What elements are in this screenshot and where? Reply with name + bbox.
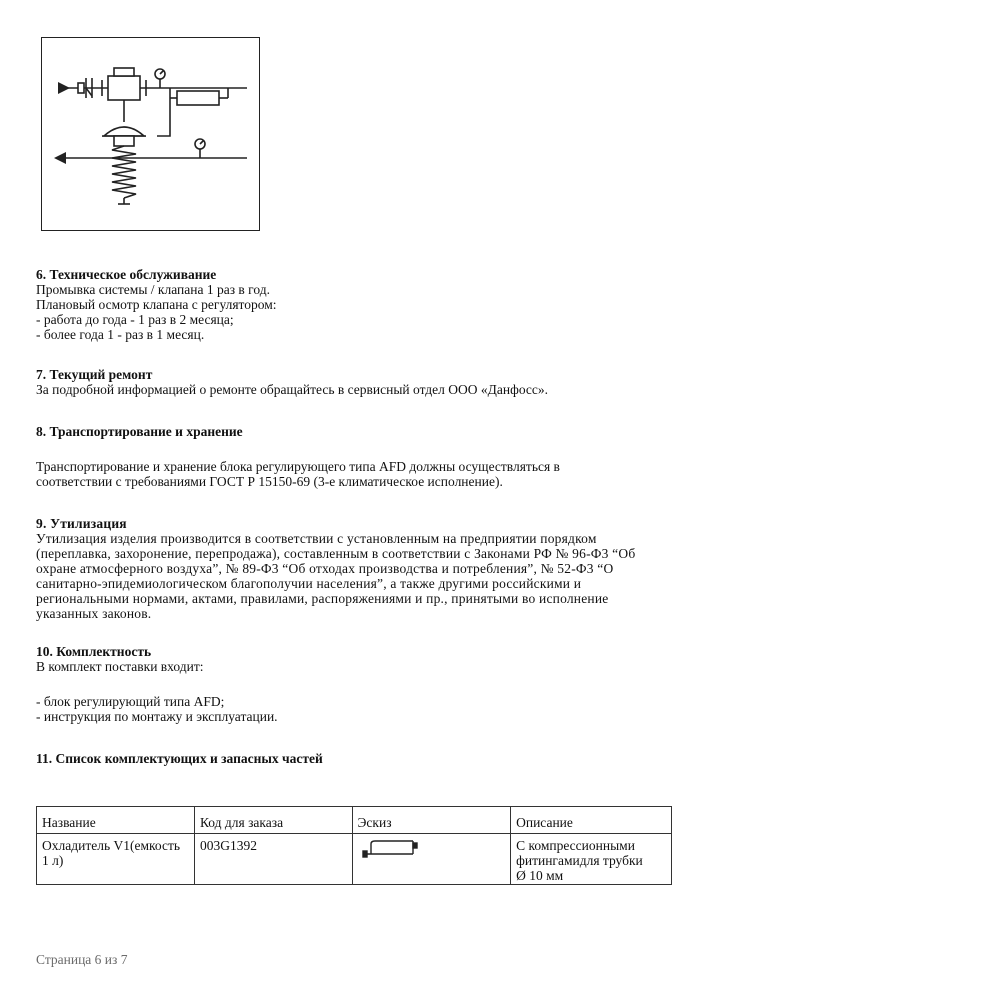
section-line: Утилизация изделия производится в соответствии с установленным на предприятии порядком [36, 531, 597, 546]
section-line: соответствии с требованиями ГОСТ Р 15150-69 (3-е климатическое исполнение). [36, 474, 503, 489]
section-line: Плановый осмотр клапана с регулятором: [36, 297, 277, 312]
table-row [37, 834, 672, 885]
section-heading: 9. Утилизация [36, 516, 127, 531]
section-line: (переплавка, захоронение, перепродажа), составленным в соответствии с Законами РФ № 96-Ф3 “Об [36, 546, 636, 561]
cooler-sketch-icon [361, 838, 421, 860]
table-header-description: Описание [511, 807, 672, 834]
section-line: санитарно-эпидемиологическом благополучии населения”, а также другими российскими и [36, 576, 582, 591]
table-cell-name: Охладитель V1(емкость 1 л) [37, 834, 195, 885]
spare-parts-table [36, 806, 672, 885]
section-line: В комплект поставки входит: [36, 659, 204, 674]
table-cell-code: 003G1392 [194, 834, 352, 885]
section-transport-body [36, 459, 676, 489]
installation-diagram [41, 37, 260, 231]
section-heading: 11. Список комплектующих и запасных частей [36, 751, 323, 766]
section-spare-parts [36, 751, 676, 766]
section-line: региональными нормами, актами, правилами, распоряжениями и пр., принятыми во исполнение [36, 591, 609, 606]
section-heading: 6. Техническое обслуживание [36, 267, 217, 282]
valve-schematic-drawing [42, 38, 259, 230]
table-header-sketch: Эскиз [352, 807, 511, 834]
table-cell-description: С компрессионными фитингамидля трубки Ø 10 мм [511, 834, 672, 885]
section-disposal [36, 516, 672, 621]
section-line: - блок регулирующий типа AFD; [36, 694, 225, 709]
section-heading: 10. Комплектность [36, 644, 152, 659]
section-completeness-list [36, 694, 676, 724]
section-heading: 8. Транспортирование и хранение [36, 424, 243, 439]
section-line: Промывка системы / клапана 1 раз в год. [36, 282, 270, 297]
section-line: - работа до года - 1 раз в 2 месяца; [36, 312, 234, 327]
table-cell-sketch [352, 834, 511, 885]
table-header-row [37, 807, 672, 834]
section-heading: 7. Текущий ремонт [36, 367, 153, 382]
section-line: указанных законов. [36, 606, 152, 621]
table-header-name: Название [37, 807, 195, 834]
section-completeness [36, 644, 676, 674]
section-line: - более года 1 - раз в 1 месяц. [36, 327, 205, 342]
table-header-code: Код для заказа [194, 807, 352, 834]
section-line: За подробной информацией о ремонте обращайтесь в сервисный отдел ООО «Данфосс». [36, 382, 549, 397]
page-number: Страница 6 из 7 [36, 952, 128, 967]
section-transport [36, 424, 676, 439]
section-line: - инструкция по монтажу и эксплуатации. [36, 709, 278, 724]
section-line: Транспортирование и хранение блока регулирующего типа AFD должны осуществляться в [36, 459, 560, 474]
section-repair [36, 367, 676, 397]
section-line: охране атмосферного воздуха”, № 89-Ф3 “Об отходах производства и потребления”, № 52-Ф3 “О [36, 561, 614, 576]
section-maintenance [36, 267, 676, 342]
